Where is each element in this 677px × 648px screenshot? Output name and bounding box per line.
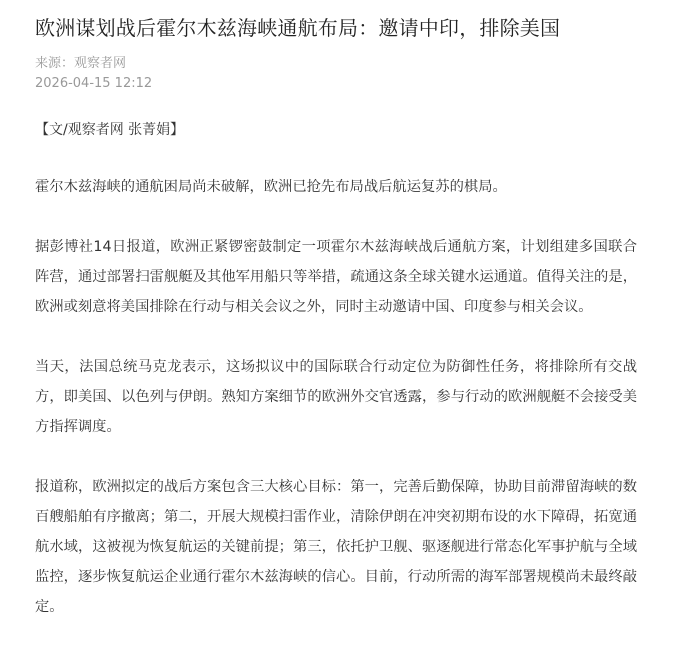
article-date: 2026-04-15 12:12 [35, 76, 153, 91]
article-source: 来源：观察者网 [35, 56, 127, 71]
article-meta [35, 54, 637, 94]
article-paragraph-4: 报道称，欧洲拟定的战后方案包含三大核心目标：第一，完善后勤保障，协助目前滞留海峡的数百艘船舶有序撤离；第二，开展大规模扫雷作业，清除伊朗在冲突初期布设的水下障碍，拓宽通航水域，这被视为恢复航运的关键前提；第三，依托护卫舰、驱逐舰进行常态化军事护航与全域监控，逐步恢复航运企业通行霍尔木兹海峡的信心。目前，行动所需的海军部署规模尚未最终敲定。 [35, 479, 637, 615]
article-paragraph-1: 霍尔木兹海峡的通航困局尚未破解，欧洲已抢先布局战后航运复苏的棋局。 [35, 179, 507, 195]
article-paragraph-2: 据彭博社14日报道，欧洲正紧锣密鼓制定一项霍尔木兹海峡战后通航方案，计划组建多国联合阵营，通过部署扫雷舰艇及其他军用船只等举措，疏通这条全球关键水运通道。值得关注的是，欧洲或刻意将美国排除在行动与相关会议之外，同时主动邀请中国、印度参与相关会议。 [35, 239, 637, 315]
article-byline: 【文/观察者网 张菁娟】 [35, 122, 185, 138]
article-title: 欧洲谋划战后霍尔木兹海峡通航布局：邀请中印，排除美国 [35, 16, 561, 40]
article-paragraph-3: 当天，法国总统马克龙表示，这场拟议中的国际联合行动定位为防御性任务，将排除所有交战方，即美国、以色列与伊朗。熟知方案细节的欧洲外交官透露，参与行动的欧洲舰艇不会接受美方指挥调度。 [35, 359, 637, 435]
